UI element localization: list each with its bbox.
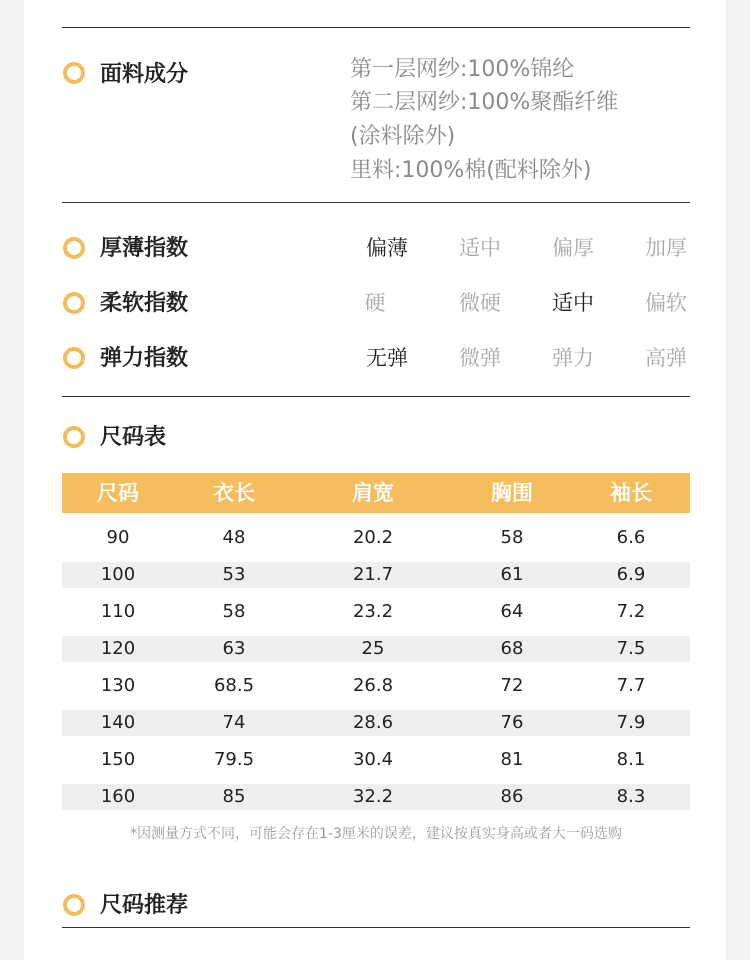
table-cell: 86 — [500, 786, 524, 807]
table-cell: 100 — [100, 564, 136, 585]
softness-option: 偏软 — [645, 291, 687, 315]
elasticity-option: 弹力 — [552, 346, 594, 370]
size-recommend-title: 尺码推荐 — [100, 893, 189, 918]
elasticity-option: 高弹 — [645, 346, 687, 370]
table-cell: 25 — [361, 638, 385, 659]
table-cell: 74 — [222, 712, 246, 733]
table-cell: 85 — [222, 786, 246, 807]
table-cell: 26.8 — [352, 675, 394, 696]
measurement-note: *因测量方式不同，可能会存在1-3厘米的误差，建议按真实身高或者大一码选购 — [130, 826, 622, 842]
ring-bullet-icon — [63, 347, 85, 369]
thickness-option: 适中 — [459, 236, 501, 260]
fabric-line: 里料:100%棉(配料除外) — [350, 158, 592, 183]
table-cell: 130 — [100, 675, 136, 696]
table-cell: 23.2 — [352, 601, 394, 622]
column-header-length: 衣长 — [213, 481, 255, 505]
softness-index-title: 柔软指数 — [100, 291, 189, 316]
table-cell: 7.5 — [616, 638, 646, 659]
table-cell: 32.2 — [352, 786, 394, 807]
divider-indices — [62, 396, 690, 397]
table-row — [62, 599, 690, 625]
table-row — [62, 673, 690, 699]
softness-option: 适中 — [552, 291, 594, 315]
ring-bullet-icon — [63, 292, 85, 314]
table-row — [62, 784, 690, 810]
table-cell: 20.2 — [352, 527, 394, 548]
ring-bullet-icon — [63, 426, 85, 448]
table-cell: 160 — [100, 786, 136, 807]
table-cell: 48 — [222, 527, 246, 548]
softness-option: 微硬 — [459, 291, 501, 315]
thickness-option: 加厚 — [645, 236, 687, 260]
table-cell: 110 — [100, 601, 136, 622]
elasticity-option: 无弹 — [366, 346, 408, 370]
table-cell: 58 — [500, 527, 524, 548]
table-cell: 79.5 — [213, 749, 255, 770]
column-header-chest: 胸围 — [491, 481, 533, 505]
table-cell: 8.1 — [616, 749, 646, 770]
ring-bullet-icon — [63, 894, 85, 916]
table-cell: 81 — [500, 749, 524, 770]
fabric-title: 面料成分 — [100, 62, 189, 87]
table-row — [62, 710, 690, 736]
table-cell: 140 — [100, 712, 136, 733]
table-cell: 7.7 — [616, 675, 646, 696]
table-cell: 64 — [500, 601, 524, 622]
table-cell: 120 — [100, 638, 136, 659]
thickness-index-title: 厚薄指数 — [100, 236, 189, 261]
table-cell: 6.6 — [616, 527, 646, 548]
table-cell: 72 — [500, 675, 524, 696]
divider-top — [62, 27, 690, 28]
table-cell: 7.9 — [616, 712, 646, 733]
table-cell: 30.4 — [352, 749, 394, 770]
softness-option: 硬 — [364, 291, 386, 315]
table-row — [62, 636, 690, 662]
table-row — [62, 525, 690, 551]
table-cell: 53 — [222, 564, 246, 585]
table-cell: 68.5 — [213, 675, 255, 696]
column-header-sleeve: 袖长 — [610, 481, 652, 505]
column-header-size: 尺码 — [97, 481, 139, 505]
table-cell: 8.3 — [616, 786, 646, 807]
ring-bullet-icon — [63, 62, 85, 84]
fabric-line: 第一层网纱:100%锦纶 — [350, 57, 575, 82]
table-cell: 68 — [500, 638, 524, 659]
table-cell: 90 — [106, 527, 130, 548]
table-cell: 63 — [222, 638, 246, 659]
table-cell: 6.9 — [616, 564, 646, 585]
table-cell: 7.2 — [616, 601, 646, 622]
size-table-header — [62, 473, 690, 513]
table-row — [62, 747, 690, 773]
divider-fabric — [62, 202, 690, 203]
fabric-line: (涂料除外) — [350, 124, 456, 149]
elasticity-option: 微弹 — [459, 346, 501, 370]
table-cell: 61 — [500, 564, 524, 585]
ring-bullet-icon — [63, 237, 85, 259]
elasticity-index-title: 弹力指数 — [100, 346, 189, 371]
table-cell: 76 — [500, 712, 524, 733]
fabric-line: 第二层网纱:100%聚酯纤维 — [350, 90, 619, 115]
table-cell: 28.6 — [352, 712, 394, 733]
table-cell: 21.7 — [352, 564, 394, 585]
table-cell: 150 — [100, 749, 136, 770]
table-row — [62, 562, 690, 588]
thickness-option: 偏厚 — [552, 236, 594, 260]
divider-bottom — [62, 927, 690, 928]
thickness-option: 偏薄 — [366, 236, 408, 260]
size-chart-title: 尺码表 — [100, 425, 167, 450]
column-header-shoulder: 肩宽 — [352, 481, 394, 505]
table-cell: 58 — [222, 601, 246, 622]
